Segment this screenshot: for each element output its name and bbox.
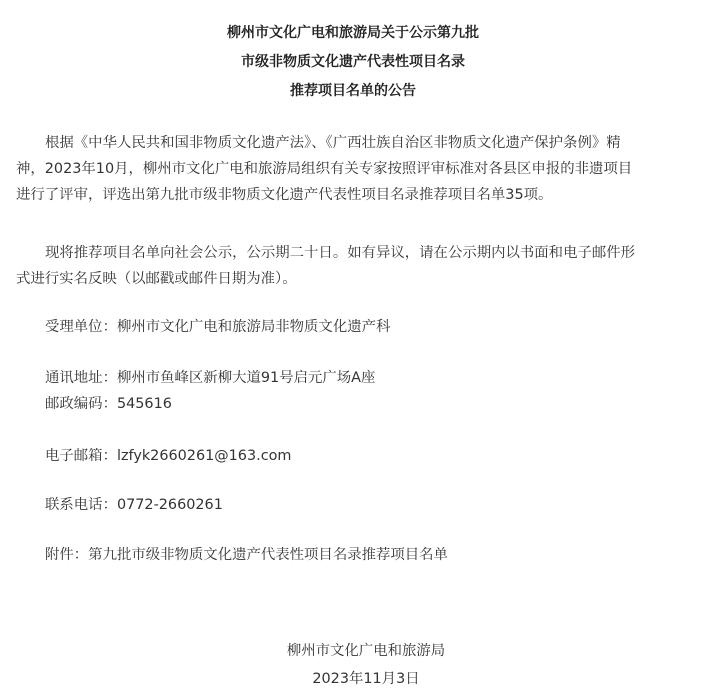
notice-title-line-2: 市级非物质文化遗产代表性项目名录 bbox=[241, 54, 465, 70]
attachment-paragraph bbox=[16, 542, 692, 568]
attachment-line[interactable]: 附件：第九批市级非物质文化遗产代表性项目名录推荐项目名单 bbox=[45, 547, 448, 563]
address-paragraph bbox=[16, 365, 692, 417]
email-paragraph bbox=[16, 443, 692, 469]
intro-line-2: 神，2023年10月，柳州市文化广电和旅游局组织有关专家按照评审标准对各县区申报的非遗项目 bbox=[16, 161, 633, 177]
address-line: 通讯地址：柳州市鱼峰区新柳大道91号启元广场A座 bbox=[45, 370, 376, 386]
publicity-line-2: 式进行实名反映（以邮戳或邮件日期为准）。 bbox=[16, 271, 297, 287]
office-line: 受理单位：柳州市文化广电和旅游局非物质文化遗产科 bbox=[45, 319, 391, 335]
postcode-line: 邮政编码：545616 bbox=[45, 396, 172, 412]
intro-line-1: 根据《中华人民共和国非物质文化遗产法》、《广西壮族自治区非物质文化遗产保护条例》精 bbox=[45, 135, 621, 151]
office-paragraph bbox=[16, 314, 692, 340]
intro-paragraph bbox=[16, 130, 692, 208]
signature-org: 柳州市文化广电和旅游局 bbox=[286, 643, 446, 659]
signature-date: 2023年11月3日 bbox=[312, 671, 420, 687]
publicity-paragraph bbox=[16, 240, 692, 292]
publicity-line-1: 现将推荐项目名单向社会公示，公示期二十日。如有异议，请在公示期内以书面和电子邮件形 bbox=[45, 245, 636, 261]
notice-title-line-3: 推荐项目名单的公告 bbox=[290, 83, 416, 99]
email-line[interactable]: 电子邮箱：lzfyk2660261@163.com bbox=[45, 448, 292, 464]
phone-line: 联系电话：0772-2660261 bbox=[45, 497, 223, 513]
phone-paragraph bbox=[16, 492, 692, 518]
intro-line-3: 进行了评审，评选出第九批市级非物质文化遗产代表性项目名录推荐项目名单35项。 bbox=[16, 187, 553, 203]
notice-title-line-1: 柳州市文化广电和旅游局关于公示第九批 bbox=[227, 25, 479, 41]
